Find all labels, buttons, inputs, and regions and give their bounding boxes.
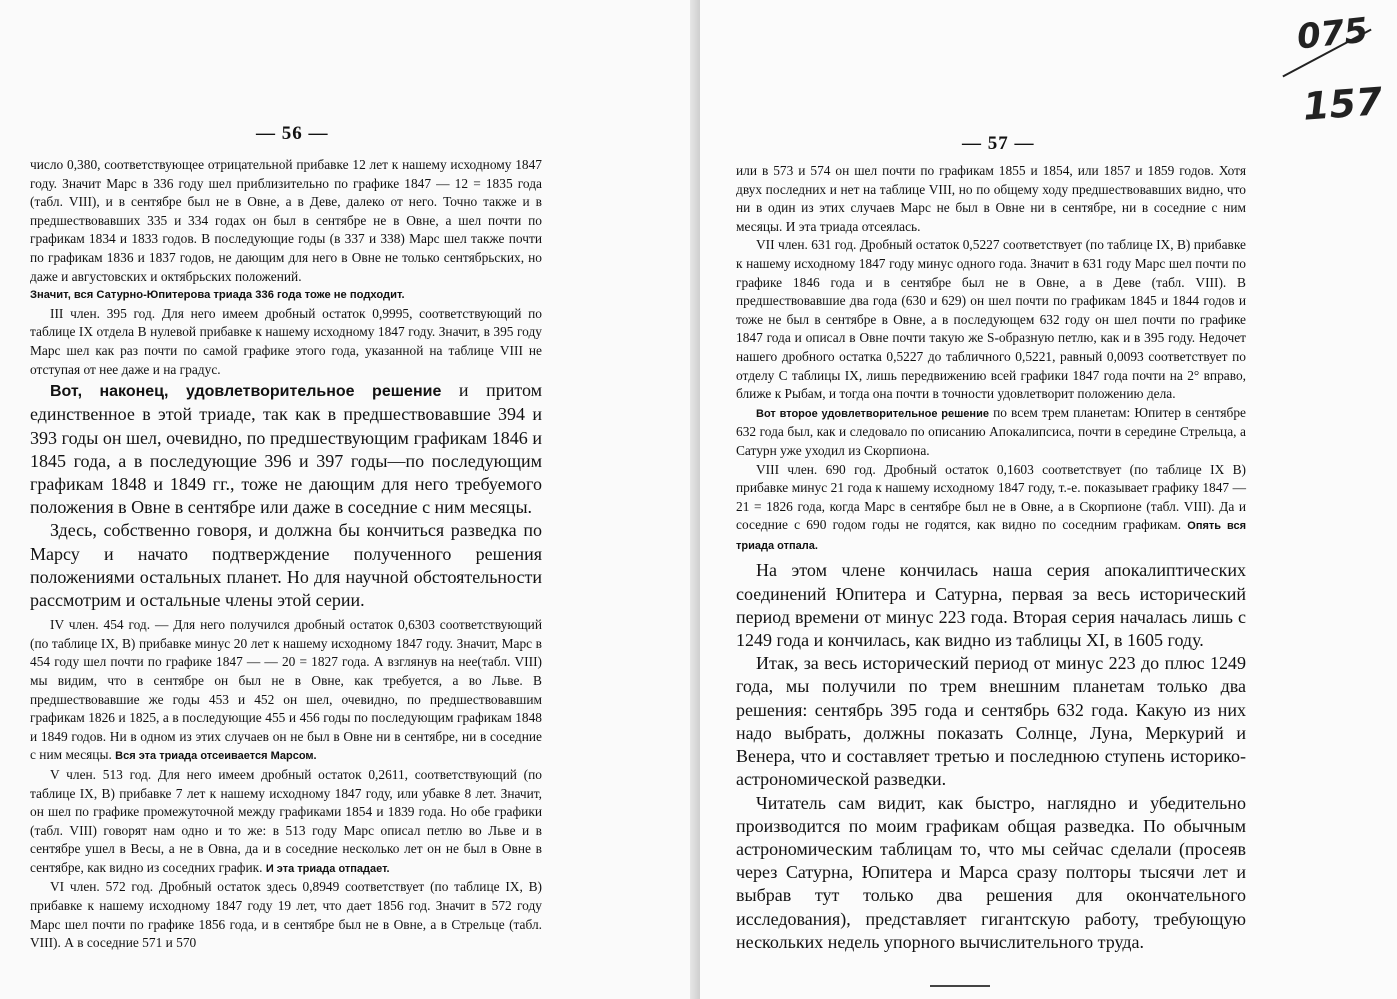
emphasis-heading: Вот, наконец, удовлетворительное решение	[50, 383, 442, 401]
paragraph-text: VIII член. 690 год. Дробный остаток 0,1603 соответствует (по таблице IX В) прибавке минус 21 года к нашему исходному 1847 году, т.-е. показывает графику 1847 — 21 = 1826 года, когда Марс в сентябре был не в Овне, а в Скорпионе (табл. VIII). Да и соседние с 690 годом годы не годятся, как видно по соседним графикам.	[736, 461, 1246, 533]
paragraph: Значит, вся Сатурно-Юпитерова триада 336 года тоже не подходит.	[30, 289, 405, 302]
paragraph-note: И эта триада отпадает.	[265, 862, 390, 875]
annotation-new-number: 157	[1301, 79, 1384, 129]
paragraph	[736, 404, 1246, 461]
right-page-text	[736, 162, 1246, 954]
paragraph	[30, 616, 542, 766]
paragraph-large: Итак, за весь исторический период от минус 223 до плюс 1249 года, мы получили по трем внешним планетам только два решения: сентябрь 395 года и сентябрь 632 года. Какую из них надо выбрать, должны показать Солнце, Луна, Меркурий и Венера, что и составляет третью и последнюю ступень историко-астрономической разведки.	[736, 653, 1246, 790]
right-page	[700, 0, 1397, 999]
paragraph-large: Читатель сам видит, как быстро, наглядно и убедительно производится по моим графикам общая разведка. По обычным астрономическим таблицам то, что мы сейчас сделали (просеяв через Сатурна, Юпитера и Марса сразу полторы тысячи лет и выбрав тут только два решения для окончательного исследования), представляет гигантскую работу, требующую нескольких недель упорного вычислительного труда.	[736, 792, 1246, 952]
paragraph-text: IV член. 454 год. — Для него получился дробный остаток 0,6303 соответствующий (по таблице IX, В) прибавке минус 20 лет к нашему исходному 1847 году. Значит, Марс в 454 году шел почти по графике 1847 — — 20 = 1827 года. А взглянув на нее(табл. VIII) мы видим, что в сентябре он был не в Овне, как требуется, а во Льве. В предшествовавшие же годы 453 и 452 он шел, очевидно, по предшествовавшим графикам 1826 и 1825, а в последующие 455 и 456 годы по последующим графикам 1848 и 1849 годов. Ни в одном из этих случаев он не был в Овне ни в сентябре, ни в соседние с ним месяцы.	[30, 617, 542, 763]
paragraph: III член. 395 год. Для него имеем дробный остаток 0,9995, соответствующий по таблице IX отдела В нулевой прибавке к нашему исходному 1847 году. Значит, в 395 году Марс шел как раз почти по самой графике этого года, указанной на таблице VIII не отступая от нее даже и на градус.	[30, 305, 542, 377]
paragraph-text: и притом единственное в этой триаде, так как в предшествовавшие 394 и 393 годы он шел, очевидно, по предшествующим графикам 1846 и 1845 года, а в последующие 396 и 397 годы—по последующим графикам 1848 и 1849 гг., тоже не дающим для него требуемого положения в Овне в сентябре или даже в соседние с ним месяцы.	[30, 380, 543, 518]
page-number-57: — 57 —	[962, 133, 1035, 154]
paragraph-large: Здесь, собственно говоря, и должна бы кончиться разведка по Марсу и начато подтверждение полученного решения положениями остальных планет. Но для научной обстоятельности рассмотрим и остальные члены этой серии.	[30, 520, 542, 610]
page-number-56: — 56 —	[256, 123, 329, 144]
paragraph-text: V член. 513 год. Для него имеем дробный остаток 0,2611, соответствующий (по таблице IX, В) прибавке 7 лет к нашему исходному 1847 году, или убавке 8 лет. Значит, он шел по графике промежуточной между графиками 1854 и 1839 года. Но обе графики (табл. VIII) говорят нам одно и то же: в 513 году Марс описал петлю во Льве и в сентябре ушел в Весы, а не в Овна, да и в соседние несколько лет он не был в Овне в сентябре, как видно из соседних график.	[30, 766, 542, 875]
paragraph	[736, 461, 1246, 556]
annotation-old-number: 075	[1295, 10, 1370, 58]
paragraph: VII член. 631 год. Дробный остаток 0,5227 соответствует (по таблице IX, В) прибавке к нашему исходному 1847 году минус одного года. Значит в 631 году Марс шел почти по графике 1846 года и в сентябре был не в Овне, а в Деве (табл. VIII). В предшествовавшие два года (630 и 629) он шел почти по графикам 1845 и 1844 годов и тоже не был в сентябре в Овне, а в последующем 632 году он шел почти по графике 1847 года и описал в Овне почти такую же S-образную петлю, как и в 395 году. Недочет нашего дробного остатка 0,5227 до табличного 0,5221, равный 0,0093 соответствует по отделу С таблицы IX, лишь передвижению всей графики 1847 года почти на 2° вправо, ближе к Рыбам, и тогда она почти в точности удовлетворит положению дела.	[736, 237, 1246, 402]
paragraph: или в 573 и 574 он шел почти по графикам 1855 и 1854, или 1857 и 1859 годов. Хотя двух последних и нет на таблице VIII, но по общему ходу предшествовавших видно, что ни в один из этих случаев Марс не был в Овне ни в сентябре, ни в соседние с ним месяцы. И эта триада отсеялась.	[736, 163, 1246, 234]
paragraph-note: Опять вся триада отпала.	[736, 520, 1246, 552]
footer-rule	[930, 985, 990, 987]
emphasis-heading: Вот второе удовлетворительное решение	[756, 407, 989, 420]
handwritten-annotation	[1283, 12, 1383, 132]
paragraph	[30, 766, 542, 879]
paragraph-large: На этом члене кончилась наша серия апокалиптических соединений Юпитера и Сатурна, первая за весь исторический период времени от минус 223 года. Вторая серия началась лишь с 1249 года и кончилась, как видно из таблицы XI, в 1605 году.	[736, 560, 1246, 651]
paragraph-text: по всем трем планетам: Юпитер в сентябре 632 года был, как и следовало по описанию Апокалипсиса, почти в середине Стрельца, а Сатурн уже уходил из Скорпиона.	[736, 404, 1246, 458]
paragraph: VI член. 572 год. Дробный остаток здесь 0,8949 соответствует (по таблице IX, В) прибавке к нашему исходному 1847 году 19 лет, что дает 1856 год. Значит в 572 году Марс шел почти по графике 1856 года, и в сентябре был не в Овне, а в Стрельце (табл. VIII). А в соседние 571 и 570	[30, 879, 542, 951]
paragraph-note: Вся эта триада отсеивается Марсом.	[115, 750, 317, 763]
left-page-text	[30, 156, 542, 953]
paragraph-large	[30, 379, 542, 519]
paragraph: число 0,380, соответствующее отрицательной прибавке 12 лет к нашему исходному 1847 году. Значит Марс в 336 году шел приблизительно по графике 1847 — 12 = 1835 года (табл. VIII), и в сентябре был не в Овне, а в Деве, далеко от него. Точно также и в предшествовавших 335 и 334 годах он был в сентябре не в Овне, а шел почти по графикам 1834 и 1833 годов. В последующие годы (в 337 и 338) Марс шел также почти по графикам 1836 и 1837 годов, не дающим для него в Овне не только сентябрьских, но даже и августовских и октябрьских положений.	[30, 157, 542, 284]
